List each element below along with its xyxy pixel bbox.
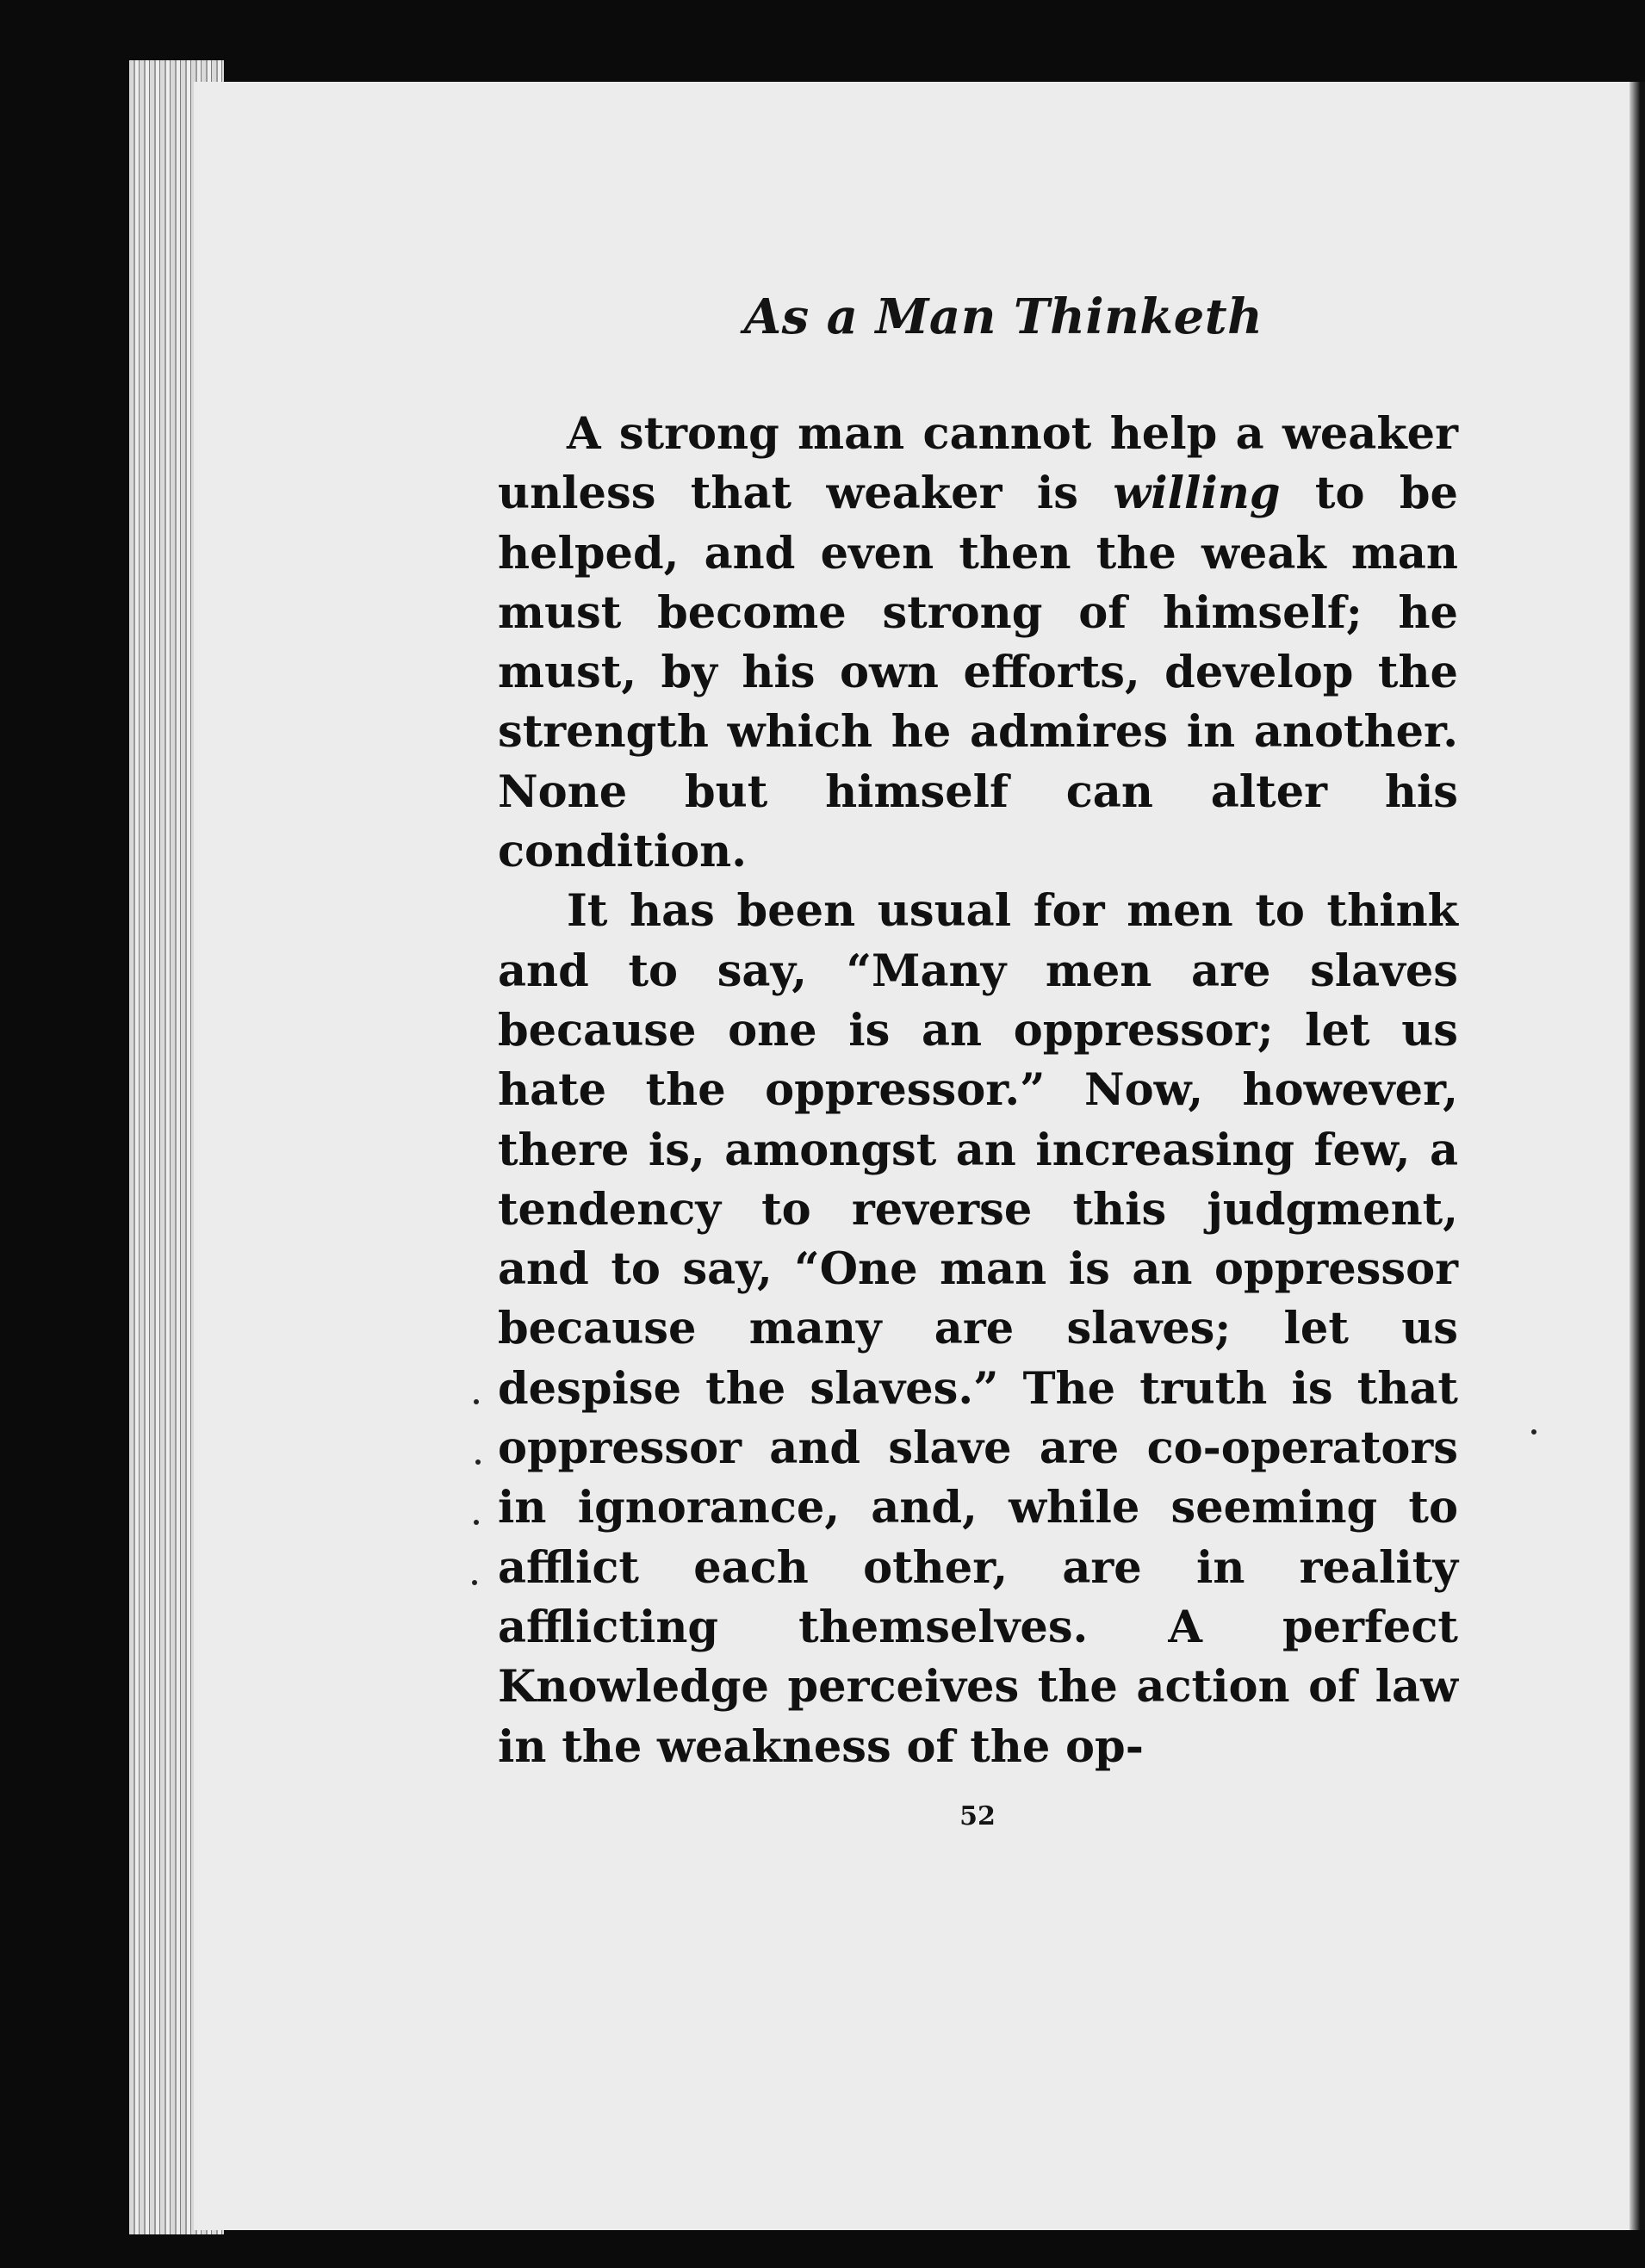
page-number: 52 [959, 1801, 996, 1831]
paragraph-1-start: A strong man cannot help a weaker unless that weaker is [498, 408, 1458, 520]
margin-mark [475, 1459, 481, 1465]
running-head: As a Man Thinketh [743, 288, 1263, 345]
body-text [498, 405, 1458, 1777]
paragraph-1-end: to be helped, and even then the weak man must become strong of himself; he must, by his own efforts, develop the strength which he admires in another. None but himself can alter his condition. [498, 468, 1458, 878]
page-right-edge [1629, 82, 1645, 2230]
margin-mark [472, 1580, 477, 1585]
margin-mark [474, 1399, 479, 1404]
paragraph-1 [498, 405, 1458, 882]
paragraph-2: It has been usual for men to think and to say, “Many men are slaves because one is an oppressor; let us hate the oppressor.” Now, however, there is, amongst an increasing few, a tendency to reverse this judgment, and to say, “One man is an oppressor because many are slaves; let us despise the slaves.” The truth is that oppressor and slave are co-operators in ignorance, and, while seeming to afflict each other, are in reality afflicting themselves. A perfect Knowledge perceives the action of law in the weakness of the op- [498, 885, 1458, 1773]
margin-mark [1531, 1429, 1536, 1435]
emphasized-word: willing [1113, 468, 1281, 520]
margin-mark [474, 1520, 479, 1525]
